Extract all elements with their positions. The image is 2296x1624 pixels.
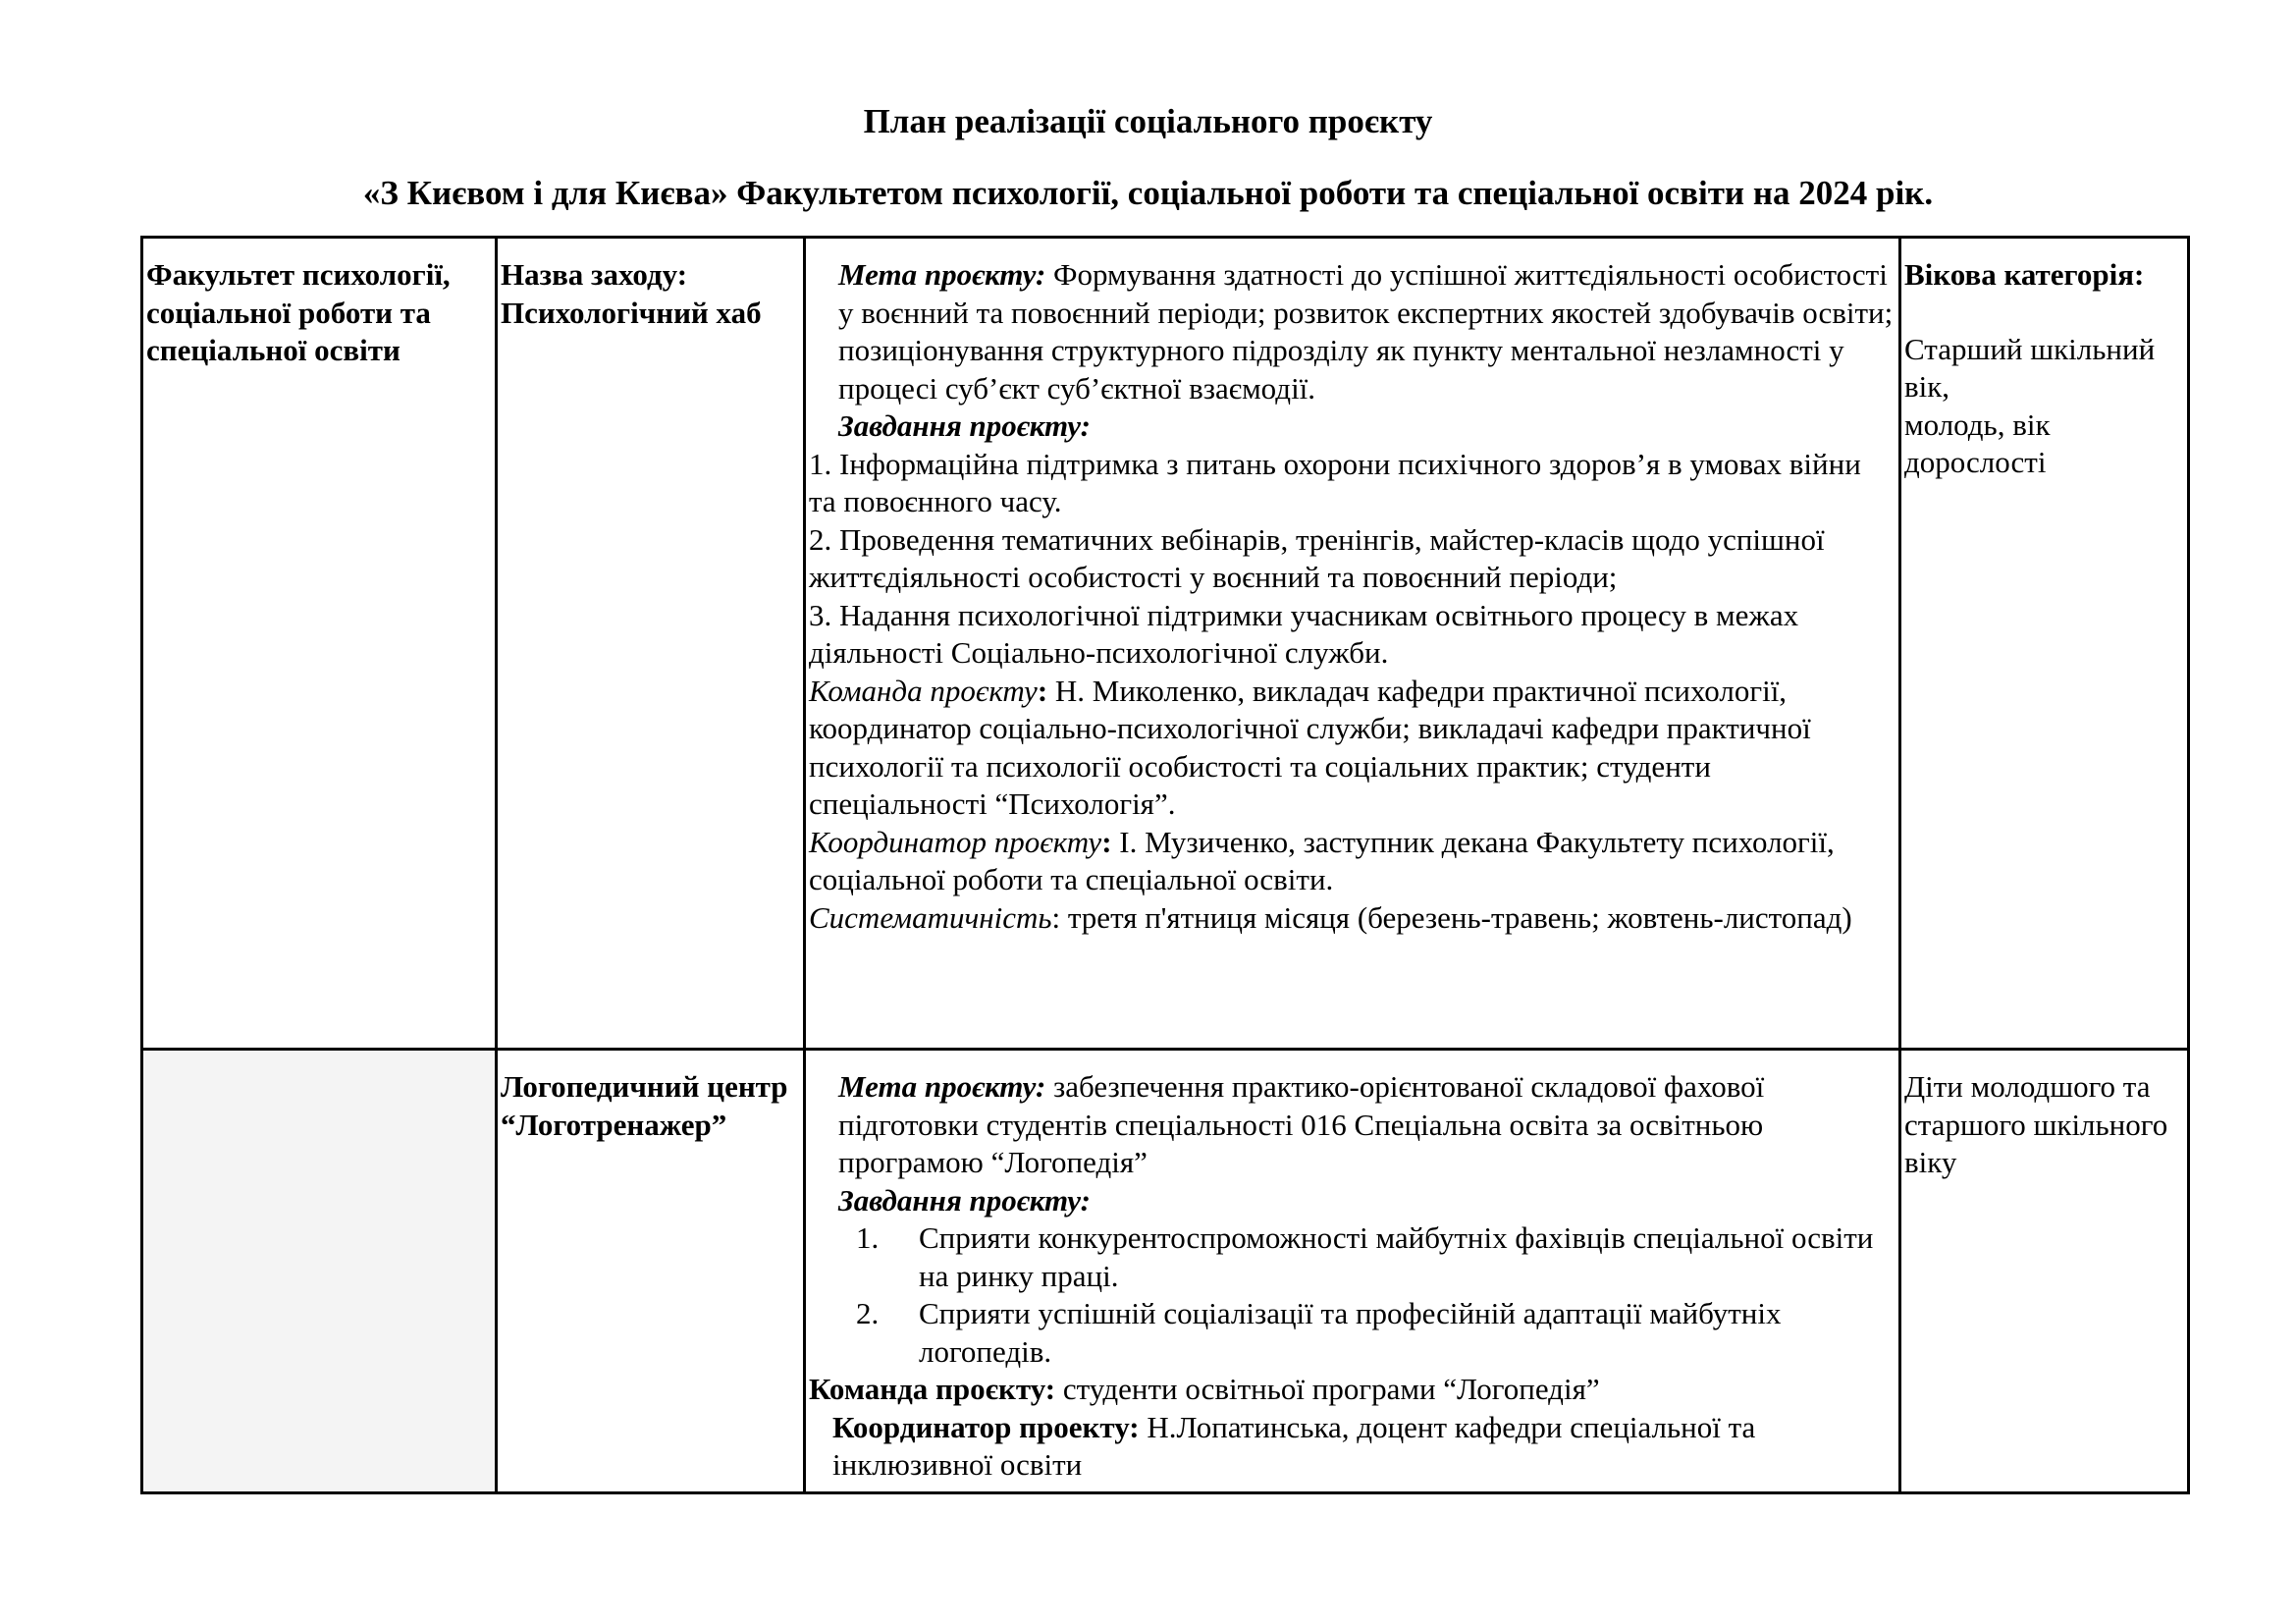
event-name-cell (497, 1050, 805, 1493)
schedule-label: Систематичність (809, 899, 1052, 935)
event-name: Психологічний хаб (501, 295, 762, 330)
description-cell (805, 1050, 1900, 1493)
event-label: Назва заходу: (501, 257, 688, 292)
task-text: Сприяти успішній соціалізації та професійній адаптації майбутніх логопедів. (919, 1296, 1782, 1369)
goal-text: забезпечення практико-орієнтованої складової фахової підготовки студентів спеціальності 016 Спеціальна освіта за освітньою програмою “Логопедія” (838, 1069, 1765, 1179)
faculty-name: Факультет психології, соціальної роботи та спеціальної освіти (146, 257, 451, 367)
page-subtitle: «З Києвом і для Києва» Факультетом психології, соціальної роботи та спеціальної освіти на 2024 рік. (362, 174, 1934, 212)
coordinator-text: Н.Лопатинська, доцент кафедри спеціальної та інклюзивної освіти (832, 1409, 1756, 1482)
page-title: План реалізації соціального проєкту (863, 102, 1433, 140)
event-name-cell (497, 238, 805, 1050)
coordinator-label: Координатор проекту: (832, 1409, 1140, 1444)
age-label: Вікова категорія: (1904, 257, 2145, 292)
task-item (809, 1295, 1896, 1371)
table-row (142, 238, 2189, 1050)
task-text: Сприяти конкурентоспроможності майбутніх фахівців спеціальної освіти на ринку праці. (919, 1220, 1874, 1293)
age-text: Старший шкільний вік, (1904, 331, 2156, 404)
description-cell: Мета проєкту: Формування здатності до успішної життєдіяльності особистості у воєнний та повоєнний періоди; розвиток експертних якостей здобувачів освіти; позиціонування структурного підрозділу як пункту ментальної незламності у процесі суб’єкт суб’єктної взаємодії. Завдання проєкту: 1. Інформаційна підтримка з питань охорони психічного здоров’я в умовах війни та повоєнного часу. 2. Проведення тематичних вебінарів, тренінгів, майстер-класів щодо успішної життєдіяльності особистості у воєнний та повоєнний періоди; 3. Надання психологічної підтримки учасникам освітнього процесу в межах діяльності Соціально-психологічної служби. Команда проєкту: Н. Миколенко, викладач кафедри практичної психології, координатор соціально-психологічної служби; викладачі кафедри практичної психології та психології особистості та соціальних практик; студенти спеціальності “Психологія”. Координатор проєкту: І. Музиченко, заступник декана Факультету психології, соціальної роботи та спеціальної освіти. Систематичність: третя п'ятниця місяця (березень-травень; жовтень-листопад) (805, 238, 1900, 1050)
task-number: 1. (856, 1220, 880, 1255)
team-label: Команда проєкту: (809, 1372, 1056, 1406)
age-text-2: молодь, вік дорослості (1904, 406, 2051, 479)
schedule-text: : третя п'ятниця місяця (березень-травень; жовтень-листопад) (1051, 899, 1852, 935)
goal-label: Мета проєкту: (838, 257, 1046, 292)
tasks-label: Завдання проєкту: (838, 1182, 1091, 1218)
task-item (809, 1219, 1896, 1295)
task-number: 2. (856, 1296, 880, 1330)
goal-label: Мета проєкту: (838, 1069, 1046, 1104)
task-item: 2. Проведення тематичних вебінарів, тренінгів, майстер-класів щодо успішної життєдіяльності особистості у воєнний та повоєнний періоди; (809, 521, 1825, 594)
faculty-cell (142, 238, 497, 1050)
task-item: 3. Надання психологічної підтримки учасникам освітнього процесу в межах діяльності Соціально-психологічної служби. (809, 597, 1799, 670)
age-cell (1900, 1050, 2189, 1493)
age-cell (1900, 238, 2189, 1050)
task-item: 1. Інформаційна підтримка з питань охорони психічного здоров’я в умовах війни та повоєнного часу. (809, 446, 1861, 518)
coordinator-label: Координатор проєкту (809, 824, 1102, 859)
faculty-cell-empty (142, 1050, 497, 1493)
age-text: Діти молодшого та старшого шкільного віку (1904, 1069, 2168, 1179)
coordinator-text: І. Музиченко, заступник декана Факультету психології, соціальної роботи та спеціальної освіти. (809, 824, 1835, 896)
table-row (142, 1050, 2189, 1493)
tasks-label: Завдання проєкту: (838, 408, 1091, 443)
team-text: студенти освітньої програми “Логопедія” (1062, 1372, 1600, 1406)
goal-text: Формування здатності до успішної життєдіяльності особистості у воєнний та повоєнний періоди; розвиток експертних якостей здобувачів освіти; позиціонування структурного підрозділу як пункту ментальної незламності у процесі суб’єкт суб’єктної взаємодії. (838, 257, 1894, 406)
team-text: Н. Миколенко, викладач кафедри практичної психології, координатор соціально-психологічної служби; викладачі кафедри практичної психології та психології особистості та соціальних практик; студенти спеціальності “Психологія”. (809, 673, 1811, 821)
event-name: Логопедичний центр “Логотренажер” (501, 1069, 788, 1142)
team-label: Команда проєкту (809, 673, 1038, 708)
plan-table (140, 236, 2190, 1494)
